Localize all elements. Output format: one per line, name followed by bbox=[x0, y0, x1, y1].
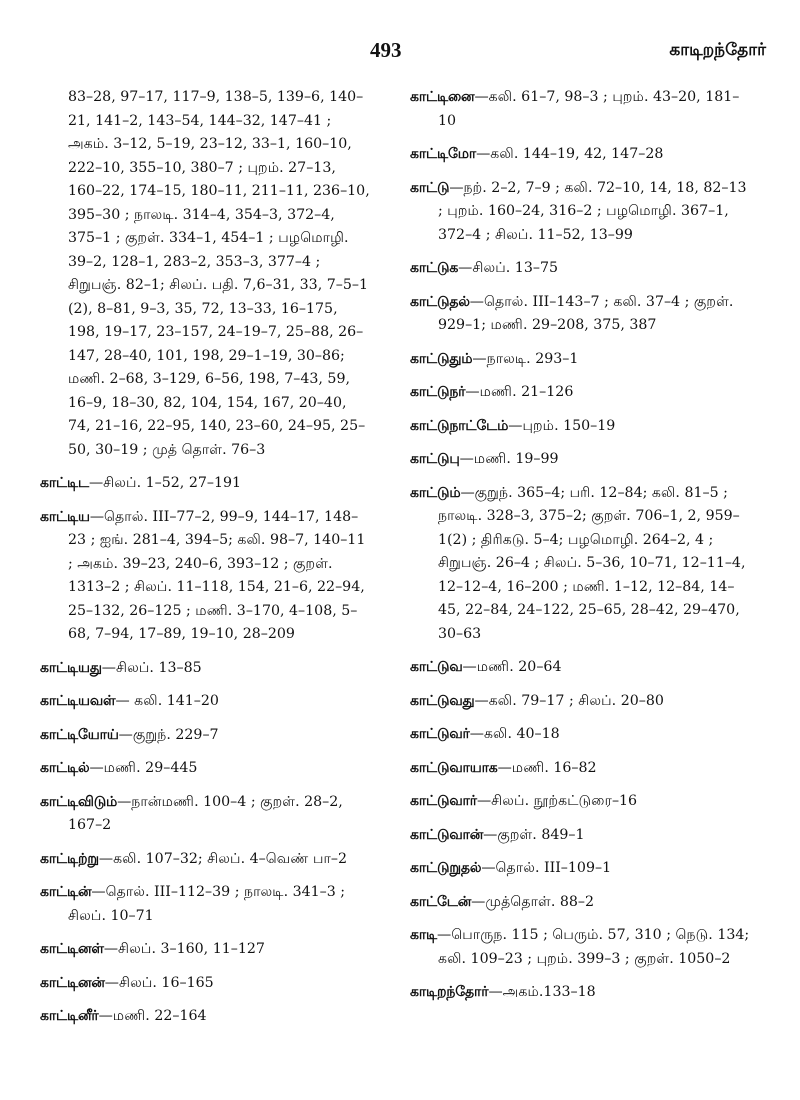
entry-headword: காட்டியவள் bbox=[40, 693, 116, 709]
entry-headword: காட்டின் bbox=[40, 884, 92, 900]
index-entry bbox=[40, 1005, 372, 1029]
entry-headword: காட்டுபு bbox=[410, 451, 460, 467]
entry-references: —சிலப். 13–85 bbox=[101, 659, 202, 676]
entry-headword: காட்டினீர் bbox=[40, 1008, 99, 1024]
index-entry bbox=[410, 177, 755, 248]
entry-references: — கலி. 141–20 bbox=[115, 693, 219, 709]
index-entry bbox=[40, 791, 372, 838]
entry-references: —குறுந். 365–4; பரி. 12–84; கலி. 81–5 ; நாலடி. 328–3, 375–2; குறள். 706–1, 2, 959–1(2) ; திரிகடு. 5–4; பழமொழி. 264–2, 4 ; சிறுபஞ். 26–4 ; சிலப். 5–36, 10–71, 12–11–4, 12–12–4, 16–200 ; மணி. 1–12, 12–84, 14–45, 22–84, 24–122, 25–65, 28–42, 29–470, 30–63 bbox=[438, 484, 746, 642]
index-entry bbox=[410, 690, 755, 714]
entry-headword: காட்டுவது bbox=[410, 692, 475, 709]
entry-headword: காட்டியது bbox=[40, 659, 102, 676]
entry-headword: காட்டுதும் bbox=[410, 350, 473, 367]
entry-headword: காட்டுவ bbox=[410, 659, 463, 675]
entry-references: —கலி. 107–32; சிலப். 4–வெண் பா–2 bbox=[98, 850, 348, 867]
entry-references: —நான்மணி. 100–4 ; குறள். 28–2, 167–2 bbox=[68, 793, 343, 833]
entry-references: —சிலப். நூற்கட்டுரை–16 bbox=[476, 793, 638, 809]
entry-references: —கலி. 79–17 ; சிலப். 20–80 bbox=[474, 692, 664, 709]
index-entry bbox=[410, 824, 755, 848]
index-entry bbox=[410, 891, 755, 915]
entry-references: —மணி. 21–126 bbox=[465, 384, 574, 400]
entry-references: —மணி. 19–99 bbox=[459, 451, 559, 467]
entry-references: —கலி. 40–18 bbox=[469, 726, 560, 742]
entry-references: —சிலப். 1–52, 27–191 bbox=[88, 475, 242, 491]
index-entry bbox=[40, 472, 372, 496]
entry-headword: காட்டினன் bbox=[40, 974, 105, 991]
entry-headword: காட்டிற்று bbox=[40, 850, 99, 867]
entry-headword: காட்டியோய் bbox=[40, 726, 119, 743]
entry-headword: காட்டு bbox=[410, 179, 450, 196]
entry-headword: காட்டிமோ bbox=[410, 146, 477, 162]
entry-references: 83–28, 97–17, 117–9, 138–5, 139–6, 140–21, 141–2, 143–54, 144–32, 147–41 ; அகம். 3–12, 5–19, 23–12, 33–1, 160–10, 222–10, 355–10, 380–7 ; புறம். 27–13, 160–22, 174–15, 180–11, 211–11, 236–10, 395–30 ; நாலடி. 314–4, 354–3, 372–4, 375–1 ; குறள். 334–1, 454–1 ; பழமொழி. 39–2, 128–1, 283–2, 353–3, 377–4 ; சிறுபஞ். 82–1; சிலப். பதி. 7,6–31, 33, 7–5–1 (2), 8–81, 9–3, 35, 72, 13–33, 16–175, 198, 19–17, 23–157, 24–19–7, 25–88, 26–147, 28–40, 101, 198, 29–1–19, 30–86; மணி. 2–68, 3–129, 6–56, 198, 7–43, 59, 16–9, 18–30, 82, 104, 154, 167, 20–40, 74, 21–16, 22–95, 140, 23–60, 24–95, 25–50, 30–19 ; முத் தொள். 76–3 bbox=[68, 89, 370, 458]
entry-headword: காட்டுதல் bbox=[410, 293, 470, 310]
entry-headword: காடி bbox=[410, 927, 438, 943]
entry-references: —குறள். 849–1 bbox=[483, 826, 585, 843]
index-entry bbox=[410, 723, 755, 747]
index-entry bbox=[40, 757, 372, 781]
index-entry bbox=[410, 448, 755, 472]
entry-references: —கலி. 61–7, 98–3 ; புறம். 43–20, 181–10 bbox=[438, 89, 740, 129]
left-column bbox=[40, 86, 372, 1039]
entry-references: —கலி. 144–19, 42, 147–28 bbox=[476, 146, 664, 162]
entry-references: —மணி. 20–64 bbox=[462, 659, 562, 675]
index-entry bbox=[40, 724, 372, 748]
entry-references: —புறம். 150–19 bbox=[508, 417, 616, 434]
index-entry bbox=[410, 790, 755, 814]
entry-headword: காட்டேன் bbox=[410, 893, 472, 910]
entry-headword: காட்டுக bbox=[410, 260, 459, 276]
entry-headword: காட்டிட bbox=[40, 475, 89, 491]
entry-references: —தொல். III–112–39 ; நாலடி. 341–3 ; சிலப். 10–71 bbox=[68, 884, 346, 924]
entry-headword: காட்டினள் bbox=[40, 941, 104, 957]
entry-references: —முத்தொள். 88–2 bbox=[471, 893, 595, 910]
index-entry bbox=[40, 506, 372, 647]
index-entry bbox=[40, 881, 372, 928]
page-header bbox=[0, 38, 800, 68]
page-number: 493 bbox=[370, 38, 402, 62]
entry-headword: காட்டுவாயாக bbox=[410, 759, 498, 776]
entry-references: —மணி. 22–164 bbox=[98, 1008, 207, 1024]
entry-headword: காட்டிய bbox=[40, 508, 90, 525]
entry-references: —பொருந. 115 ; பெரும். 57, 310 ; நெடு. 134; கலி. 109–23 ; புறம். 399–3 ; குறள். 1050–2 bbox=[437, 927, 750, 967]
index-entry bbox=[40, 690, 372, 714]
index-entry bbox=[410, 656, 755, 680]
index-entry bbox=[410, 86, 755, 133]
entry-references: —அகம்.133–18 bbox=[488, 984, 596, 1000]
index-entry bbox=[410, 757, 755, 781]
entry-headword: காட்டிவிடும் bbox=[40, 793, 118, 810]
index-entry bbox=[40, 972, 372, 996]
index-entry bbox=[410, 143, 755, 167]
entry-headword: காட்டுவர் bbox=[410, 726, 470, 742]
entry-headword: காட்டுவார் bbox=[410, 793, 477, 809]
entry-references: —தொல். III–109–1 bbox=[481, 860, 612, 876]
entry-headword: காட்டுவான் bbox=[410, 826, 484, 843]
entry-headword: காட்டினை bbox=[410, 89, 475, 105]
entry-references: —குறுந். 229–7 bbox=[118, 726, 219, 743]
index-entry bbox=[410, 257, 755, 281]
entry-references: —மணி. 29–445 bbox=[89, 760, 198, 776]
right-column bbox=[410, 86, 755, 1015]
index-entry bbox=[410, 415, 755, 439]
entry-headword: காட்டுநாட்டேம் bbox=[410, 417, 509, 434]
entry-headword: காட்டுறுதல் bbox=[410, 860, 482, 876]
index-entry bbox=[410, 482, 755, 647]
entry-references: —நற். 2–2, 7–9 ; கலி. 72–10, 14, 18, 82–13 ; புறம். 160–24, 316–2 ; பழமொழி. 367–1, 372–4 ; சிலப். 11–52, 13–99 bbox=[438, 179, 747, 243]
entry-headword: காடிறந்தோர் bbox=[410, 984, 489, 1000]
entry-references: —சிலப். 16–165 bbox=[104, 974, 214, 991]
entry-references: —நாலடி. 293–1 bbox=[472, 350, 579, 367]
index-entry bbox=[410, 857, 755, 881]
entry-references: —தொல். III–77–2, 99–9, 144–17, 148–23 ; ஐங். 281–4, 394–5; கலி. 98–7, 140–11 ; அகம். 39–23, 240–6, 393–12 ; குறள். 1313–2 ; சிலப். 11–118, 154, 21–6, 22–94, 25–132, 26–125 ; மணி. 3–170, 4–108, 5–68, 7–94, 17–89, 19–10, 28–209 bbox=[68, 508, 366, 642]
running-head: காடிறந்தோர் bbox=[669, 40, 766, 60]
index-entry bbox=[410, 924, 755, 971]
index-entry bbox=[410, 381, 755, 405]
index-entry bbox=[40, 938, 372, 962]
entry-references: —சிலப். 13–75 bbox=[458, 260, 559, 276]
entry-references: —சிலப். 3–160, 11–127 bbox=[103, 941, 265, 957]
entry-headword: காட்டுநர் bbox=[410, 384, 466, 400]
entry-headword: காட்டில் bbox=[40, 760, 90, 776]
entry-references: —தொல். III–143–7 ; கலி. 37–4 ; குறள். 929–1; மணி. 29–208, 375, 387 bbox=[438, 293, 734, 333]
index-entry bbox=[410, 348, 755, 372]
index-entry bbox=[40, 657, 372, 681]
index-entry bbox=[410, 981, 755, 1005]
index-entry bbox=[410, 291, 755, 338]
index-entry bbox=[40, 86, 372, 462]
entry-references: —மணி. 16–82 bbox=[497, 759, 597, 776]
index-entry bbox=[40, 848, 372, 872]
entry-headword: காட்டும் bbox=[410, 484, 461, 501]
